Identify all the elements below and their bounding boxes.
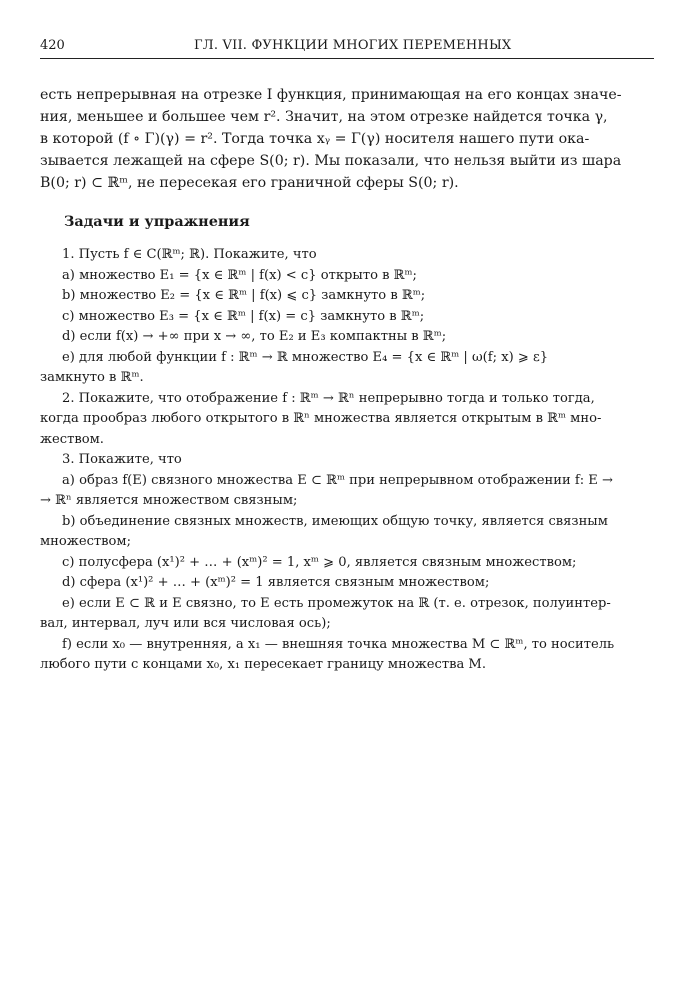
exercise-line: a) образ f(E) связного множества E ⊂ ℝᵐ при непрерывном отображении f: E → [62, 472, 613, 488]
page-number: 420 [40, 38, 65, 53]
exercise-line: b) множество E₂ = {x ∈ ℝᵐ | f(x) ⩽ c} замкнуто в ℝᵐ; [62, 288, 426, 303]
exercise-line: e) если E ⊂ ℝ и E связно, то E есть промежуток на ℝ (т. е. отрезок, полуинтер- [62, 595, 611, 611]
exercise-line: f) если x₀ — внутренняя, а x₁ — внешняя точка множества M ⊂ ℝᵐ, то носитель [62, 636, 615, 652]
exercise-line: 3. Покажите, что [62, 452, 182, 467]
proof-paragraph [40, 84, 654, 194]
section-title: Задачи и упражнения [64, 213, 250, 230]
paragraph-line: зывается лежащей на сфере S(0; r). Мы показали, что нельзя выйти из шара [40, 153, 622, 169]
exercise-line: → ℝⁿ является множеством связным; [40, 493, 298, 508]
exercise-line: вал, интервал, луч или вся числовая ось); [40, 616, 331, 631]
exercise-line: c) полусфера (x¹)² + … + (xᵐ)² = 1, xᵐ ⩾ 0, является связным множеством; [62, 554, 577, 570]
page-header [40, 38, 654, 59]
exercise-line: 1. Пусть f ∈ C(ℝᵐ; ℝ). Покажите, что [62, 247, 317, 262]
exercise-line: d) если f(x) → +∞ при x → ∞, то E₂ и E₃ компактны в ℝᵐ; [62, 329, 447, 344]
exercise-line: 2. Покажите, что отображение f : ℝᵐ → ℝⁿ непрерывно тогда и только тогда, [62, 390, 595, 406]
exercise-line: e) для любой функции f : ℝᵐ → ℝ множество E₄ = {x ∈ ℝᵐ | ω(f; x) ⩾ ε} [62, 349, 549, 365]
running-title: ГЛ. VII. ФУНКЦИИ МНОГИХ ПЕРЕМЕННЫХ [194, 38, 512, 53]
paragraph-line: есть непрерывная на отрезке I функция, принимающая на его концах значе- [40, 87, 622, 103]
paragraph-line: ния, меньшее и большее чем r². Значит, на этом отрезке найдется точка γ, [40, 109, 608, 125]
exercise-line: замкнуто в ℝᵐ. [40, 370, 144, 385]
exercise-line: жеством. [40, 431, 104, 447]
paragraph-line: B(0; r) ⊂ ℝᵐ, не пересекая его граничной сферы S(0; r). [40, 175, 459, 191]
exercise-line: множеством; [40, 534, 132, 549]
exercise-line: c) множество E₃ = {x ∈ ℝᵐ | f(x) = c} замкнуто в ℝᵐ; [62, 308, 425, 324]
exercise-line: a) множество E₁ = {x ∈ ℝᵐ | f(x) < c} открыто в ℝᵐ; [62, 267, 417, 283]
paragraph-line: в которой (f ∘ Γ)(γ) = r². Тогда точка xᵧ = Γ(γ) носителя нашего пути ока- [40, 131, 590, 147]
exercise-line: любого пути с концами x₀, x₁ пересекает границу множества M. [40, 657, 486, 672]
exercise-line: когда прообраз любого открытого в ℝⁿ множества является открытым в ℝᵐ мно- [40, 411, 602, 426]
exercises-list [40, 245, 654, 676]
exercise-line: b) объединение связных множеств, имеющих общую точку, является связным [62, 513, 608, 529]
exercise-line: d) сфера (x¹)² + … + (xᵐ)² = 1 является связным множеством; [62, 575, 490, 590]
